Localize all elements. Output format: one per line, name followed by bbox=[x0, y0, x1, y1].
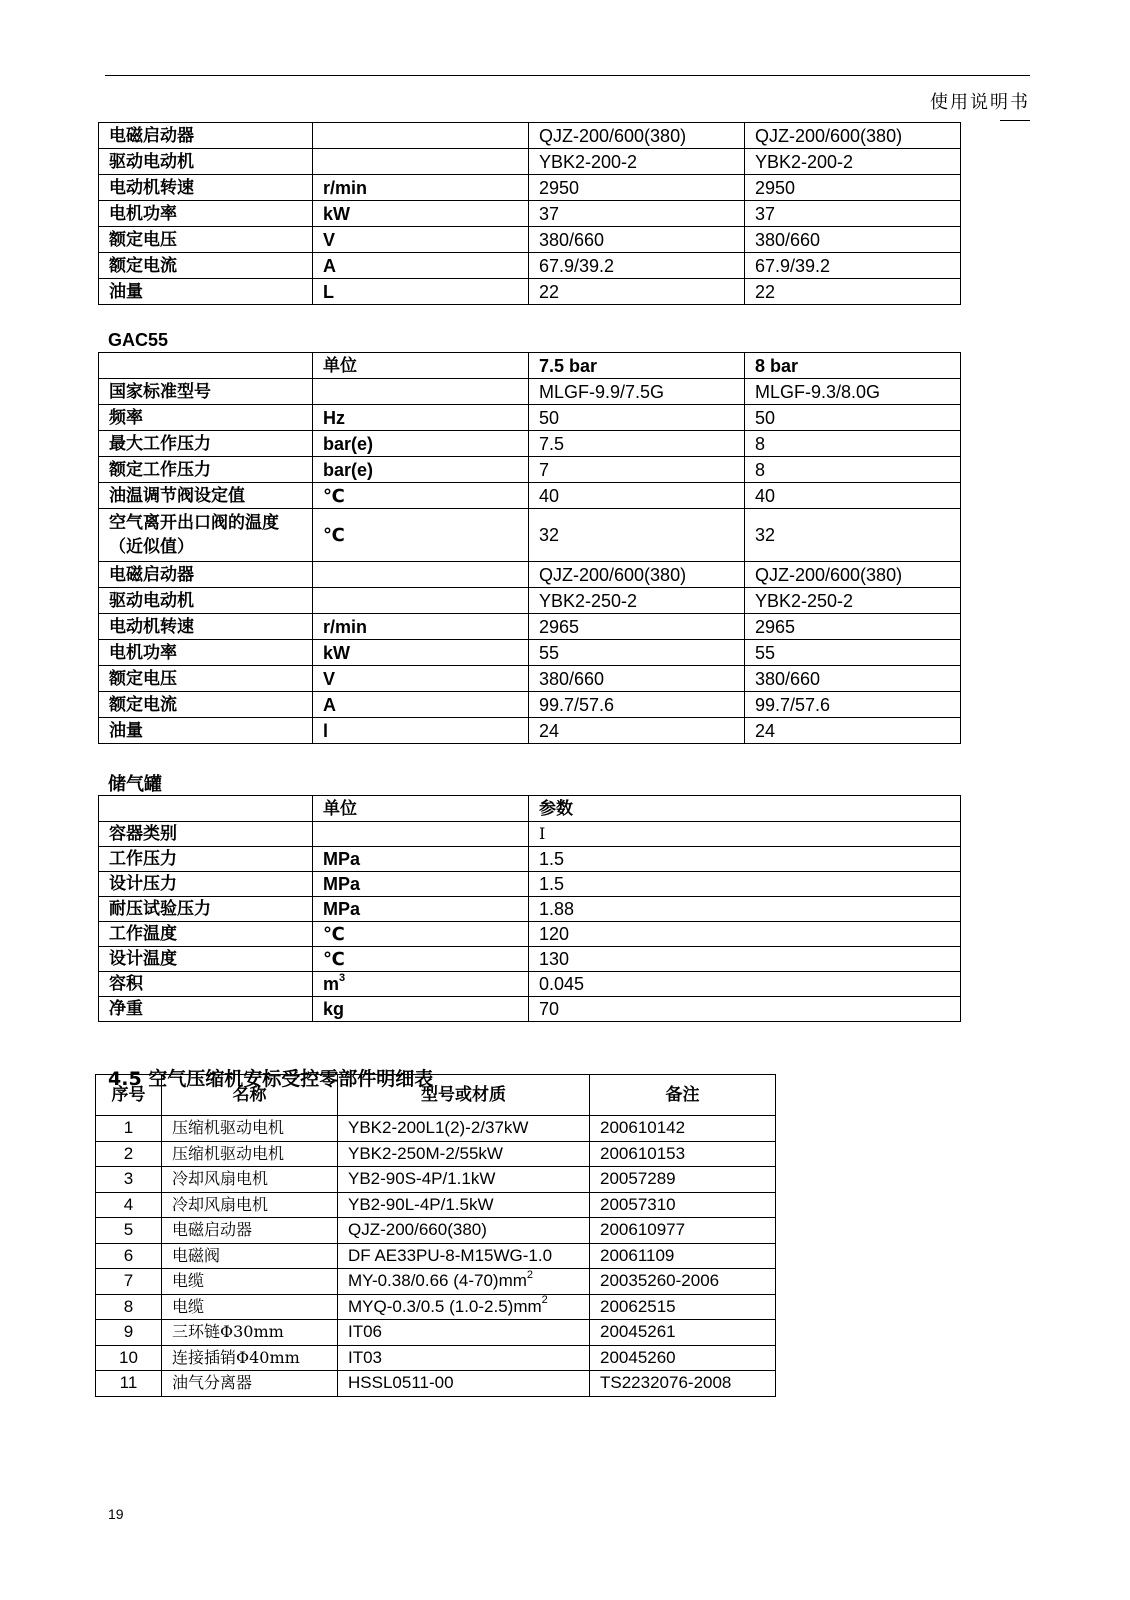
gac55-caption: GAC55 bbox=[108, 330, 169, 350]
param-name: 最大工作压力 bbox=[99, 431, 313, 457]
part-model: HSSL0511-00 bbox=[338, 1371, 590, 1397]
part-model-text: MY-0.38/0.66 (4-70)mm bbox=[348, 1271, 527, 1291]
param-value-a: 55 bbox=[529, 640, 745, 666]
param-value-b: 8 bbox=[745, 457, 961, 483]
header-cell: 单位 bbox=[313, 796, 529, 822]
param-unit: ℃ bbox=[313, 509, 529, 562]
param-unit: L bbox=[313, 279, 529, 305]
param-unit: ℃ bbox=[313, 947, 529, 972]
param-value: 1.5 bbox=[529, 847, 961, 872]
param-name: 电磁启动器 bbox=[99, 562, 313, 588]
param-value: 0.045 bbox=[529, 972, 961, 997]
param-name: 电磁启动器 bbox=[99, 123, 313, 149]
param-name: 油量 bbox=[99, 279, 313, 305]
table-row bbox=[99, 822, 961, 847]
param-name: 容器类别 bbox=[99, 822, 313, 847]
part-index: 10 bbox=[96, 1345, 162, 1371]
param-value-a: 99.7/57.6 bbox=[529, 692, 745, 718]
param-unit: l bbox=[313, 718, 529, 744]
param-name: 电机功率 bbox=[99, 201, 313, 227]
param-value-b: 99.7/57.6 bbox=[745, 692, 961, 718]
param-value-b: 380/660 bbox=[745, 227, 961, 253]
table-row bbox=[99, 972, 961, 997]
part-name: 三环链Φ30mm bbox=[162, 1320, 338, 1346]
part-name: 油气分离器 bbox=[162, 1371, 338, 1397]
part-remark: TS2232076-2008 bbox=[590, 1371, 776, 1397]
param-value-b: 24 bbox=[745, 718, 961, 744]
param-unit: bar(e) bbox=[313, 457, 529, 483]
param-name: 工作压力 bbox=[99, 847, 313, 872]
table-row bbox=[99, 562, 961, 588]
table-row bbox=[96, 1345, 776, 1371]
param-name: 额定电流 bbox=[99, 253, 313, 279]
param-value-b: QJZ-200/600(380) bbox=[745, 123, 961, 149]
table-header-row bbox=[96, 1075, 776, 1116]
section-heading: 4.5 空气压缩机安标受控零部件明细表 bbox=[108, 1068, 434, 1090]
param-value-b: 37 bbox=[745, 201, 961, 227]
header-cell: 型号或材质 bbox=[338, 1075, 590, 1116]
part-name: 冷却风扇电机 bbox=[162, 1167, 338, 1193]
table-row bbox=[99, 201, 961, 227]
part-name: 连接插销Φ40mm bbox=[162, 1345, 338, 1371]
page-number: 19 bbox=[108, 1506, 124, 1522]
table-row bbox=[99, 588, 961, 614]
param-unit: V bbox=[313, 227, 529, 253]
table-row bbox=[99, 872, 961, 897]
param-value: 70 bbox=[529, 997, 961, 1022]
param-unit: ℃ bbox=[313, 483, 529, 509]
param-name: 驱动电动机 bbox=[99, 149, 313, 175]
param-value-b: YBK2-200-2 bbox=[745, 149, 961, 175]
param-value-b: 22 bbox=[745, 279, 961, 305]
table-row bbox=[99, 175, 961, 201]
param-name: 额定电流 bbox=[99, 692, 313, 718]
param-value-a: 22 bbox=[529, 279, 745, 305]
param-name bbox=[99, 509, 313, 562]
table-row bbox=[99, 997, 961, 1022]
tank-spec-table bbox=[98, 795, 961, 1022]
part-model bbox=[338, 1269, 590, 1295]
param-value-b: 8 bbox=[745, 431, 961, 457]
part-remark: 20061109 bbox=[590, 1243, 776, 1269]
param-name: 国家标准型号 bbox=[99, 379, 313, 405]
spec-table-continued-body bbox=[99, 123, 961, 305]
part-index: 6 bbox=[96, 1243, 162, 1269]
part-model-text: MYQ-0.3/0.5 (1.0-2.5)mm bbox=[348, 1296, 542, 1316]
param-unit: MPa bbox=[313, 897, 529, 922]
table-row bbox=[99, 640, 961, 666]
param-value: 130 bbox=[529, 947, 961, 972]
table-row bbox=[96, 1243, 776, 1269]
part-name: 电磁阀 bbox=[162, 1243, 338, 1269]
part-model: YBK2-200L1(2)-2/37kW bbox=[338, 1116, 590, 1142]
table-row bbox=[99, 692, 961, 718]
table-row bbox=[96, 1320, 776, 1346]
param-value-a: YBK2-250-2 bbox=[529, 588, 745, 614]
part-index: 9 bbox=[96, 1320, 162, 1346]
approx-note: （近似值） bbox=[109, 537, 194, 557]
param-value-b: 2950 bbox=[745, 175, 961, 201]
param-unit: r/min bbox=[313, 175, 529, 201]
table-row bbox=[99, 405, 961, 431]
part-model: DF AE33PU-8-M15WG-1.0 bbox=[338, 1243, 590, 1269]
param-value-a: 50 bbox=[529, 405, 745, 431]
param-value-b: 55 bbox=[745, 640, 961, 666]
part-remark: 20035260-2006 bbox=[590, 1269, 776, 1295]
param-unit: V bbox=[313, 666, 529, 692]
document-title: 使用说明书 bbox=[930, 92, 1030, 113]
param-value-a: YBK2-200-2 bbox=[529, 149, 745, 175]
param-value-b: 380/660 bbox=[745, 666, 961, 692]
unit-text: m bbox=[323, 974, 340, 994]
table-row bbox=[99, 123, 961, 149]
part-remark: 200610977 bbox=[590, 1218, 776, 1244]
param-value-a: 32 bbox=[529, 509, 745, 562]
table-row bbox=[99, 431, 961, 457]
header-cell bbox=[99, 796, 313, 822]
tank-spec-table-body bbox=[99, 796, 961, 1022]
param-value-b: MLGF-9.3/8.0G bbox=[745, 379, 961, 405]
param-value-a: 7.5 bbox=[529, 431, 745, 457]
param-name: 设计压力 bbox=[99, 872, 313, 897]
part-remark: 200610142 bbox=[590, 1116, 776, 1142]
part-name: 压缩机驱动电机 bbox=[162, 1141, 338, 1167]
part-index: 7 bbox=[96, 1269, 162, 1295]
controlled-parts-table bbox=[95, 1074, 776, 1397]
part-name: 压缩机驱动电机 bbox=[162, 1116, 338, 1142]
param-unit bbox=[313, 972, 529, 997]
param-unit bbox=[313, 562, 529, 588]
table-header-row bbox=[99, 796, 961, 822]
param-name: 容积 bbox=[99, 972, 313, 997]
part-name: 电缆 bbox=[162, 1269, 338, 1295]
param-unit: bar(e) bbox=[313, 431, 529, 457]
table-row bbox=[99, 947, 961, 972]
tank-caption: 储气罐 bbox=[108, 774, 162, 795]
table-row bbox=[99, 614, 961, 640]
part-model: YB2-90S-4P/1.1kW bbox=[338, 1167, 590, 1193]
table-row bbox=[96, 1294, 776, 1320]
table-row bbox=[96, 1116, 776, 1142]
param-value-b: 2965 bbox=[745, 614, 961, 640]
part-model bbox=[338, 1294, 590, 1320]
part-name: 电缆 bbox=[162, 1294, 338, 1320]
param-unit bbox=[313, 379, 529, 405]
table-row bbox=[96, 1218, 776, 1244]
part-model: IT03 bbox=[338, 1345, 590, 1371]
param-name: 工作温度 bbox=[99, 922, 313, 947]
param-value-a: 380/660 bbox=[529, 227, 745, 253]
part-index: 1 bbox=[96, 1116, 162, 1142]
part-model: YB2-90L-4P/1.5kW bbox=[338, 1192, 590, 1218]
param-value-a: MLGF-9.9/7.5G bbox=[529, 379, 745, 405]
part-index: 5 bbox=[96, 1218, 162, 1244]
param-value-a: 2965 bbox=[529, 614, 745, 640]
param-value-a: 24 bbox=[529, 718, 745, 744]
header-cell: 单位 bbox=[313, 353, 529, 379]
part-remark: 20062515 bbox=[590, 1294, 776, 1320]
table-row bbox=[99, 922, 961, 947]
unit-superscript: 2 bbox=[526, 1268, 534, 1281]
param-value-b: QJZ-200/600(380) bbox=[745, 562, 961, 588]
part-index: 3 bbox=[96, 1167, 162, 1193]
unit-superscript: 3 bbox=[339, 972, 346, 984]
param-name: 电机功率 bbox=[99, 640, 313, 666]
param-unit bbox=[313, 149, 529, 175]
param-name: 额定电压 bbox=[99, 666, 313, 692]
header-rule bbox=[105, 75, 1030, 76]
table-row bbox=[99, 227, 961, 253]
param-name: 驱动电动机 bbox=[99, 588, 313, 614]
part-model: IT06 bbox=[338, 1320, 590, 1346]
part-name: 冷却风扇电机 bbox=[162, 1192, 338, 1218]
param-name: 油温调节阀设定值 bbox=[99, 483, 313, 509]
table-row bbox=[99, 379, 961, 405]
table-row bbox=[99, 718, 961, 744]
table-row bbox=[96, 1167, 776, 1193]
gac55-spec-table-body bbox=[99, 353, 961, 744]
header-cell: 参数 bbox=[529, 796, 961, 822]
header-tick-rule bbox=[1000, 120, 1030, 121]
param-unit: A bbox=[313, 692, 529, 718]
param-unit bbox=[313, 588, 529, 614]
param-name: 净重 bbox=[99, 997, 313, 1022]
param-value: 1.5 bbox=[529, 872, 961, 897]
param-name-line: 空气离开出口阀的温度 bbox=[109, 513, 279, 533]
param-value-a: 37 bbox=[529, 201, 745, 227]
param-value-a: 40 bbox=[529, 483, 745, 509]
header-cell: 序号 bbox=[96, 1075, 162, 1116]
param-value-a: 7 bbox=[529, 457, 745, 483]
header-cell bbox=[99, 353, 313, 379]
param-unit: A bbox=[313, 253, 529, 279]
param-name: 额定工作压力 bbox=[99, 457, 313, 483]
param-unit: r/min bbox=[313, 614, 529, 640]
spec-table-continued bbox=[98, 122, 961, 305]
table-row bbox=[99, 457, 961, 483]
param-unit: MPa bbox=[313, 872, 529, 897]
parts-table-body bbox=[96, 1075, 776, 1397]
param-name: 设计温度 bbox=[99, 947, 313, 972]
param-name: 频率 bbox=[99, 405, 313, 431]
table-row bbox=[99, 279, 961, 305]
param-unit: Hz bbox=[313, 405, 529, 431]
table-row bbox=[96, 1371, 776, 1397]
param-unit bbox=[313, 822, 529, 847]
param-value: 120 bbox=[529, 922, 961, 947]
param-value-b: YBK2-250-2 bbox=[745, 588, 961, 614]
param-name: 额定电压 bbox=[99, 227, 313, 253]
part-remark: 20057310 bbox=[590, 1192, 776, 1218]
header-cell: 备注 bbox=[590, 1075, 776, 1116]
gac55-spec-table bbox=[98, 352, 961, 744]
part-model: QJZ-200/660(380) bbox=[338, 1218, 590, 1244]
param-value-b: 67.9/39.2 bbox=[745, 253, 961, 279]
param-value-b: 50 bbox=[745, 405, 961, 431]
part-remark: 20045260 bbox=[590, 1345, 776, 1371]
param-value-a: 380/660 bbox=[529, 666, 745, 692]
table-row bbox=[99, 253, 961, 279]
table-row bbox=[99, 666, 961, 692]
param-value-a: QJZ-200/600(380) bbox=[529, 123, 745, 149]
param-unit: ℃ bbox=[313, 922, 529, 947]
table-row bbox=[99, 149, 961, 175]
param-value-b: 40 bbox=[745, 483, 961, 509]
param-value-a: QJZ-200/600(380) bbox=[529, 562, 745, 588]
param-value: 1.88 bbox=[529, 897, 961, 922]
header-cell: 名称 bbox=[162, 1075, 338, 1116]
part-model: YBK2-250M-2/55kW bbox=[338, 1141, 590, 1167]
part-name: 电磁启动器 bbox=[162, 1218, 338, 1244]
table-row bbox=[96, 1269, 776, 1295]
param-value: I bbox=[529, 822, 961, 847]
table-row bbox=[96, 1141, 776, 1167]
param-name: 电动机转速 bbox=[99, 175, 313, 201]
param-name: 电动机转速 bbox=[99, 614, 313, 640]
part-remark: 20045261 bbox=[590, 1320, 776, 1346]
param-unit: kW bbox=[313, 640, 529, 666]
param-unit: kW bbox=[313, 201, 529, 227]
table-row bbox=[99, 897, 961, 922]
part-index: 8 bbox=[96, 1294, 162, 1320]
param-name: 油量 bbox=[99, 718, 313, 744]
header-cell: 8 bar bbox=[745, 353, 961, 379]
table-row bbox=[99, 483, 961, 509]
part-index: 2 bbox=[96, 1141, 162, 1167]
table-header-row bbox=[99, 353, 961, 379]
header-cell: 7.5 bar bbox=[529, 353, 745, 379]
part-index: 4 bbox=[96, 1192, 162, 1218]
param-name: 耐压试验压力 bbox=[99, 897, 313, 922]
param-value-b: 32 bbox=[745, 509, 961, 562]
part-index: 11 bbox=[96, 1371, 162, 1397]
param-unit: kg bbox=[313, 997, 529, 1022]
param-unit: MPa bbox=[313, 847, 529, 872]
table-row bbox=[96, 1192, 776, 1218]
table-row bbox=[99, 847, 961, 872]
part-remark: 200610153 bbox=[590, 1141, 776, 1167]
table-row bbox=[99, 509, 961, 562]
param-unit bbox=[313, 123, 529, 149]
param-value-a: 2950 bbox=[529, 175, 745, 201]
part-remark: 20057289 bbox=[590, 1167, 776, 1193]
unit-superscript: 2 bbox=[541, 1294, 548, 1307]
param-value-a: 67.9/39.2 bbox=[529, 253, 745, 279]
